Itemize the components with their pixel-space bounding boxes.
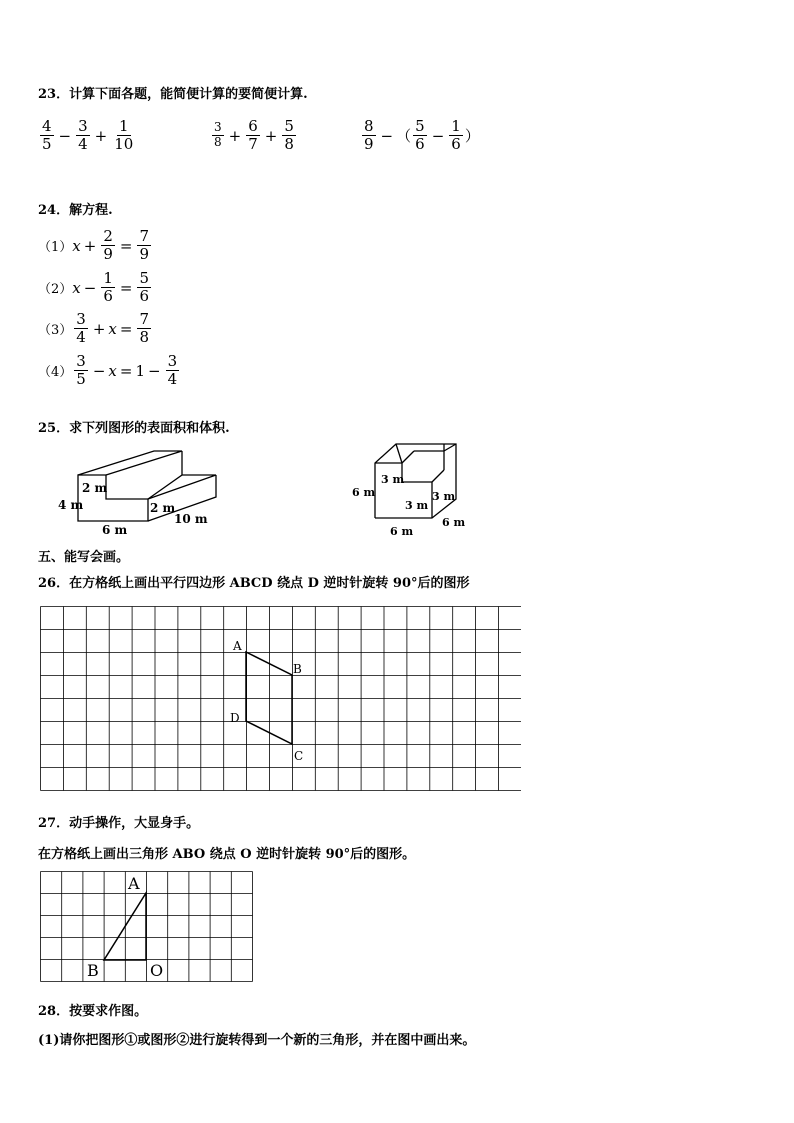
fraction: $\frac{5}{6}$ — [415, 117, 425, 154]
label-d: D — [230, 711, 240, 725]
fraction: $\frac{5}{6}$ — [139, 269, 149, 306]
label-height-4m: 4 m — [58, 498, 84, 512]
q27-instruction: 在方格纸上画出三角形 ABO 绕点 O 逆时针旋转 90°后的图形。 — [38, 847, 416, 862]
q23-title: 23．计算下面各题，能简便计算的要简便计算. — [38, 87, 308, 102]
q24-equation-1: （1） x + $\frac{2}{9}$ = $\frac{7}{9}$ — [38, 227, 149, 264]
label-width-6m: 6 m — [102, 523, 128, 537]
cube-with-cutout-figure — [350, 438, 470, 542]
label-step-height-2m: 2 m — [82, 481, 108, 495]
section-5-title: 五、能写会画。 — [38, 550, 130, 565]
q24-equation-3: （3） $\frac{3}{4}$ + x = $\frac{7}{8}$ — [38, 310, 149, 347]
fraction: $\frac{7}{9}$ — [139, 227, 149, 264]
label-b: B — [293, 662, 302, 676]
q24-equation-2: （2） x − $\frac{1}{6}$ = $\frac{5}{6}$ — [38, 269, 149, 306]
fraction: $\frac{7}{8}$ — [139, 310, 149, 347]
q25-title: 25．求下列图形的表面积和体积. — [38, 421, 230, 436]
fraction: $\frac{5}{8}$ — [284, 117, 294, 154]
fraction: $\frac{3}{4}$ — [76, 310, 86, 347]
label-a: A — [233, 639, 242, 653]
label-cut-height-3m: 3 m — [432, 490, 456, 503]
q23-expression-3: $\frac{8}{9}$ − （ $\frac{5}{6}$ − $\frac{1}{6}$ ） — [364, 117, 480, 154]
label-cut-depth-3m: 3 m — [405, 499, 429, 512]
label-cut-width-3m: 3 m — [381, 473, 405, 486]
label-step-depth-2m: 2 m — [150, 501, 176, 515]
q28-title: 28．按要求作图。 — [38, 1004, 148, 1019]
q24-equation-4: （4） $\frac{3}{5}$ − x = 1 − $\frac{3}{4}$ — [38, 352, 178, 389]
label-depth-6m: 6 m — [442, 516, 466, 529]
label-height-6m: 6 m — [352, 486, 376, 499]
fraction: $\frac{1}{6}$ — [451, 117, 461, 154]
fraction: $\frac{1}{10}$ — [114, 117, 134, 154]
label-b: B — [87, 961, 99, 980]
q27-grid[interactable] — [40, 871, 255, 984]
fraction: $\frac{3}{4}$ — [78, 117, 88, 154]
q26-title: 26．在方格纸上画出平行四边形 ABCD 绕点 D 逆时针旋转 90°后的图形 — [38, 576, 470, 591]
q23-expression-2: $\frac{3}{8}$ + $\frac{6}{7}$ + $\frac{5}{8}$ — [214, 117, 294, 154]
parallelogram-abcd — [246, 652, 292, 744]
q23-expression-1: $\frac{4}{5}$ − $\frac{3}{4}$ + $\frac{1}{10}$ — [42, 117, 134, 154]
fraction: $\frac{6}{7}$ — [248, 117, 258, 154]
q24-title: 24．解方程. — [38, 203, 113, 218]
q26-grid[interactable] — [40, 606, 521, 794]
fraction: $\frac{3}{4}$ — [167, 352, 178, 389]
q27-title: 27．动手操作，大显身手。 — [38, 816, 200, 831]
label-a: A — [128, 874, 140, 893]
label-length-10m: 10 m — [174, 512, 208, 526]
fraction: $\frac{1}{6}$ — [103, 269, 113, 306]
fraction: $\frac{4}{5}$ — [42, 117, 52, 154]
fraction: $\frac{3}{5}$ — [76, 352, 86, 389]
label-c: C — [294, 749, 304, 763]
q28-item-1: (1)请你把图形①或图形②进行旋转得到一个新的三角形，并在图中画出来。 — [38, 1033, 476, 1048]
fraction: $\frac{8}{9}$ — [364, 117, 374, 154]
label-o: O — [150, 961, 164, 980]
fraction: $\frac{3}{8}$ — [214, 120, 222, 150]
stepped-solid-figure — [50, 443, 250, 543]
fraction: $\frac{2}{9}$ — [103, 227, 113, 264]
label-width-6m: 6 m — [390, 525, 414, 538]
